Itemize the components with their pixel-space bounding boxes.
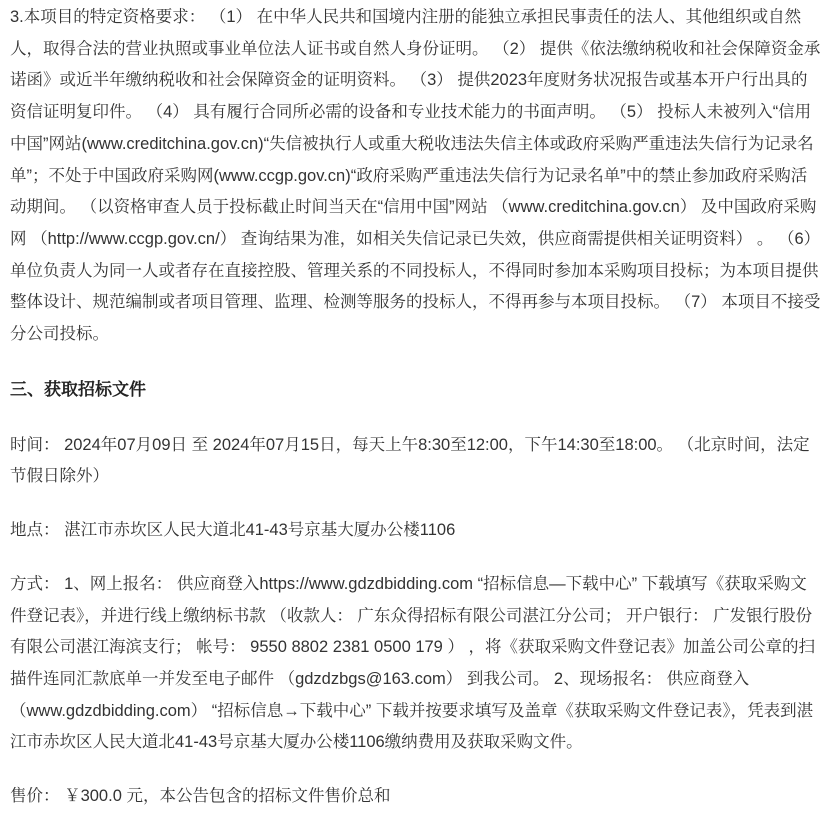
- qualification-requirements-paragraph: 3.本项目的特定资格要求： （1） 在中华人民共和国境内注册的能独立承担民事责任的法人、其他组织或自然人，取得合法的营业执照或事业单位法人证书或自然人身份证明。 （2） 提供《依法缴纳税收和社会保障资金承诺函》或近半年缴纳税收和社会保障资金的证明资料。 （3） 提供2023年度财务状况报告或基本开户行出具的资信证明复印件。 （4） 具有履行合同所必需的设备和专业技术能力的书面声明。 （5） 投标人未被列入“信用中国”网站(www.creditchina.gov.cn)“失信被执行人或重大税收违法失信主体或政府采购严重违法失信行为记录名单”；不处于中国政府采购网(www.ccgp.gov.cn)“政府采购严重违法失信行为记录名单”中的禁止参加政府采购活动期间。 （以资格审查人员于投标截止时间当天在“信用中国”网站 （www.creditchina.gov.cn） 及中国政府采购网 （http://www.ccgp.gov.cn/） 查询结果为准，如相关失信记录已失效，供应商需提供相关证明资料） 。 （6） 单位负责人为同一人或者存在直接控股、管理关系的不同投标人，不得同时参加本采购项目投标；为本项目提供整体设计、规范编制或者项目管理、监理、检测等服务的投标人，不得再参与本项目投标。 （7） 本项目不接受分公司投标。: [10, 8, 821, 344]
- document-obtain-method-paragraph: 方式： 1、网上报名： 供应商登入https://www.gdzdbidding.com “招标信息—下载中心” 下载填写《获取采购文件登记表》，并进行线上缴纳标书款 （收款人： 广东众得招标有限公司湛江分公司； 开户银行： 广发银行股份有限公司湛江海滨支行； 帐号： 9550 8802 2381 0500 179 ） ，将《获取采购文件登记表》加盖公司公章的扫描件连同汇款底单一并发至电子邮件 （gdzdzbgs@163.com） 到我公司。 2、现场报名： 供应商登入 （www.gdzdbidding.com） “招标信息→下载中心” 下载并按要求填写及盖章《获取采购文件登记表》，凭表到湛江市赤坎区人民大道北41-43号京基大厦办公楼1106缴纳费用及获取采购文件。: [10, 574, 816, 752]
- section-heading-obtain-bidding-documents: 三、获取招标文件: [10, 379, 146, 399]
- document-obtain-location-paragraph: 地点： 湛江市赤坎区人民大道北41-43号京基大厦办公楼1106: [10, 521, 456, 540]
- document-price-paragraph: 售价： ￥300.0 元，本公告包含的招标文件售价总和: [10, 787, 391, 806]
- document-obtain-time-paragraph: 时间： 2024年07月09日 至 2024年07月15日，每天上午8:30至12:00，下午14:30至18:00。 （北京时间，法定节假日除外）: [10, 435, 810, 486]
